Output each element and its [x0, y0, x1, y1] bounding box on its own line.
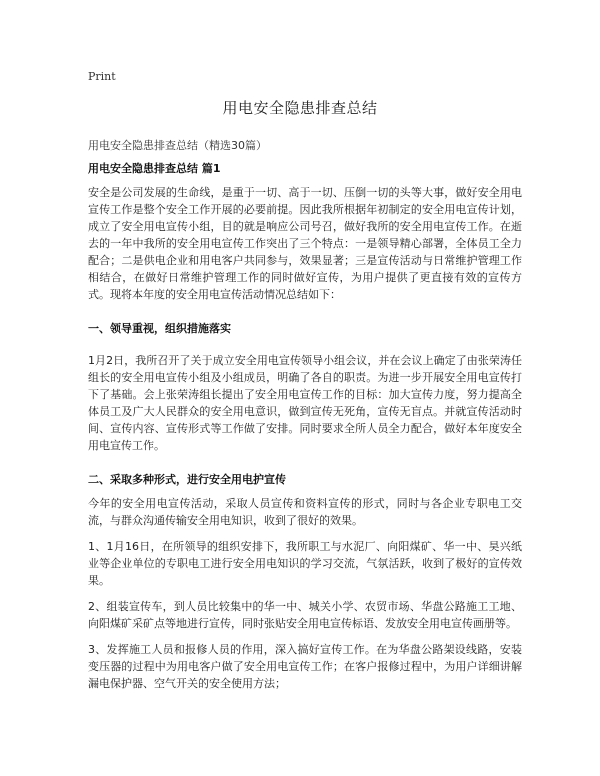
document-body	[88, 160, 522, 701]
intro-paragraph: 安全是公司发展的生命线，是重于一切、高于一切、压倒一切的头等大事，做好安全用电宣传工作是整个安全工作开展的必要前提。因此我所根据年初制定的安全用电宣传计划，成立了安全用电宣传小组，目的就是响应公司号召，做好我所的安全用电宣传工作。在逝去的一年中我所的安全用电宣传工作突出了三个特点：一是领导精心部署，全体员工全力配合；二是供电企业和用电客户共同参与，效果显著；三是宣传活动与日常维护管理工作相结合，在做好日常维护管理工作的同时做好宣传，为用户提供了更直接有效的宣传方式。现将本年度的安全用电宣传活动情况总结如下：	[88, 186, 522, 301]
spacer	[88, 312, 522, 320]
section-1-title: 一、领导重视，组织措施落实	[88, 322, 231, 335]
section-2-paragraph-4: 3、发挥施工人员和报修人员的作用，深入搞好宣传工作。在为华盘公路架设线路，安装变压器的过程中为用电客户做了安全用电宣传工作；在客户报修过程中，为用户详细讲解漏电保护器、空气开关的安全使用方法；	[88, 643, 522, 690]
spacer	[88, 344, 522, 352]
section-2-paragraph-3: 2、组装宣传车，到人员比较集中的华一中、城关小学、农贸市场、华盘公路施工工地、向阳煤矿采矿点等地进行宣传，同时张贴安全用电宣传标语、发放安全用电宣传画册等。	[88, 600, 522, 630]
document-subtitle: 用电安全隐患排查总结（精选30篇）	[88, 139, 267, 152]
section-2-paragraph-2: 1、1月16日，在所领导的组织安排下，我所职工与水泥厂、向阳煤矿、华一中、昊兴纸业等企业单位的专职电工进行安全用电知识的学习交流，气氛活跃，收到了极好的宣传效果。	[88, 540, 522, 587]
section-2-title: 二、采取多种形式，进行安全用电护宣传	[88, 473, 286, 486]
section-1-paragraph-1: 1月2日，我所召开了关于成立安全用电宣传领导小组会议，并在会议上确定了由张荣涛任组长的安全用电宣传小组及小组成员，明确了各自的职责。为进一步开展安全用电宣传打下了基础。会上张荣涛组长提出了安全用电宣传工作的目标：加大宣传力度，努力提高全体员工及广大人民群众的安全用电意识，做到宣传无死角，宣传无盲点。并就宣传活动时间、宣传内容、宣传形式等工作做了安排。同时要求全所人员全力配合，做好本年度安全用电宣传工作。	[88, 354, 522, 452]
chapter-title: 用电安全隐患排查总结 篇1	[88, 162, 221, 175]
page-title: 用电安全隐患排查总结	[222, 99, 378, 117]
print-link[interactable]: Print	[88, 70, 116, 83]
section-2-paragraph-1: 今年的安全用电宣传活动，采取人员宣传和资料宣传的形式，同时与各企业专职电工交流，与群众沟通传输安全用电知识，收到了很好的效果。	[88, 497, 522, 527]
spacer	[88, 463, 522, 471]
